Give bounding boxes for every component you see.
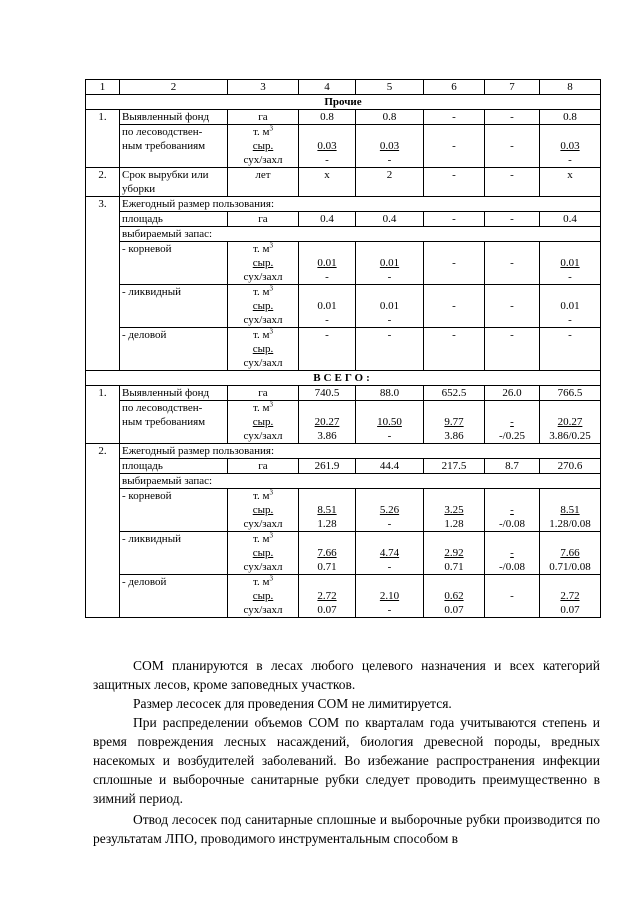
header-cell: 5 (356, 80, 424, 95)
body-text (93, 656, 600, 848)
table-row: площадь га 0.4 0.4 - - 0.4 (86, 212, 601, 227)
header-cell: 8 (540, 80, 601, 95)
table-row: 2. Срок вырубки или уборки лет х 2 - - х (86, 168, 601, 197)
table-row: 2. Ежегодный размер пользования: (86, 444, 601, 459)
header-cell: 1 (86, 80, 120, 95)
table-row: выбираемый запас: (86, 474, 601, 489)
header-cell: 3 (228, 80, 299, 95)
table-row: по лесоводствен- ным требованиям т. $м^3$ сыр. сух/захл 20.27 3.86 10.50 - 9.77 3.86 - -/0.25 20.27 3.86/0.25 (86, 401, 601, 444)
table-row: - корневой т. $м^3$ сыр. сух/захл 0.01 - 0.01 - - - 0.01 - (86, 242, 601, 285)
table-row: площадь га 261.9 44.4 217.5 8.7 270.6 (86, 459, 601, 474)
paragraph: При распределении объемов СОМ по кварталам года учитываются степень и время повреждения лесных насаждений, биология древесной породы, вредных насекомых и возбудителей заболеваний. Во избежание распространения инфекции сплошные и выборочные санитарные рубки следует проводить преимущественно в зимний период. (93, 715, 600, 806)
table-row: - ликвидный т. $м^3$ сыр. сух/захл 0.01 - 0.01 - - - 0.01 - (86, 285, 601, 328)
header-cell: 7 (485, 80, 540, 95)
table-row: выбираемый запас: (86, 227, 601, 242)
table-row: 3. Ежегодный размер пользования: (86, 197, 601, 212)
section-total: ВСЕГО: (86, 371, 601, 386)
paragraph: Размер лесосек для проведения СОМ не лимитируется. (133, 696, 452, 711)
paragraph: СОМ планируются в лесах любого целевого назначения и всех категорий защитных лесов, кроме заповедных участков. (93, 658, 600, 692)
paragraph: Отвод лесосек под санитарные сплошные и выборочные рубки производится по результатам ЛПО, проводимого инструментальным способом в (93, 812, 600, 846)
table-row: по лесоводствен- ным требованиям т. $м^3$ сыр. сух/захл 0.03 - 0.03 - - - 0.03 - (86, 125, 601, 168)
header-cell: 4 (299, 80, 356, 95)
header-cell: 2 (120, 80, 228, 95)
table-row: - деловой т. $м^3$ сыр. сух/захл 2.72 0.07 2.10 - 0.62 0.07 - 2.72 0.07 (86, 575, 601, 618)
header-cell: 6 (424, 80, 485, 95)
section-other: Прочие (86, 95, 601, 110)
header-row (86, 80, 601, 95)
table-row: - корневой т. $м^3$ сыр. сух/захл 8.51 1.28 5.26 - 3.25 1.28 - -/0.08 8.51 1.28/0.08 (86, 489, 601, 532)
table-row: - деловой т. $м^3$ сыр. сух/захл - - - - - (86, 328, 601, 371)
table-row: - ликвидный т. $м^3$ сыр. сух/захл 7.66 0.71 4.74 - 2.92 0.71 - -/0.08 7.66 0.71/0.08 (86, 532, 601, 575)
data-table (85, 79, 601, 618)
table-row: 1. Выявленный фонд га 0.8 0.8 - - 0.8 (86, 110, 601, 125)
table-row: 1. Выявленный фонд га 740.5 88.0 652.5 26.0 766.5 (86, 386, 601, 401)
